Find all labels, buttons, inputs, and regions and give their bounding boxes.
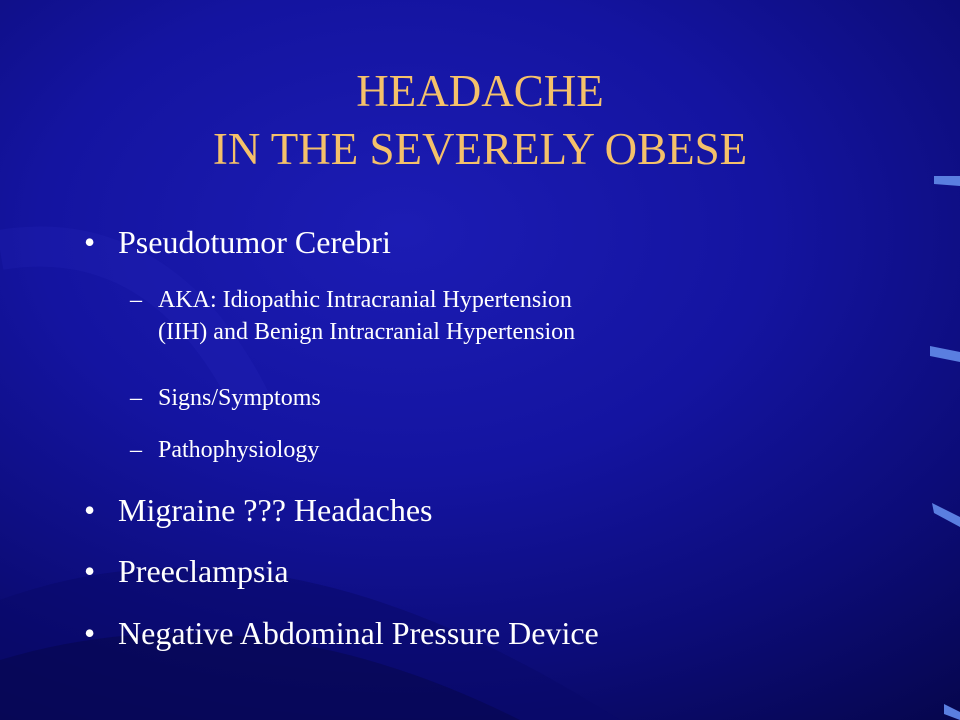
bullet-dot: •	[84, 224, 96, 260]
sub-bullet-dash: –	[130, 287, 142, 313]
bullet-dot: •	[84, 553, 96, 589]
bullet-label: Migraine ??? Headaches	[118, 492, 433, 528]
sub-bullet-label: Signs/Symptoms	[158, 385, 321, 411]
sub-bullet-label: Pathophysiology	[158, 437, 320, 463]
sub-bullet-item	[130, 382, 321, 414]
bullet-label: Preeclampsia	[118, 553, 289, 589]
edge-accent-mark	[934, 176, 960, 186]
bullet-item	[84, 490, 432, 530]
sub-bullet-dash: –	[130, 437, 142, 463]
bullet-item	[84, 613, 599, 653]
bullet-item	[84, 551, 289, 591]
edge-accent-mark	[932, 503, 960, 527]
bullet-dot: •	[84, 615, 96, 651]
edge-accent-mark	[944, 704, 960, 720]
bullet-item	[84, 222, 391, 262]
bullet-label: Pseudotumor Cerebri	[118, 224, 391, 260]
sub-bullet-label: AKA: Idiopathic Intracranial Hypertension	[158, 287, 572, 313]
edge-accent-mark	[930, 346, 960, 362]
sub-bullet-item	[130, 284, 575, 348]
edge-accent-marks	[920, 0, 960, 720]
bullet-dot: •	[84, 492, 96, 528]
title-line-1: HEADACHE	[356, 66, 604, 116]
bullet-label: Negative Abdominal Pressure Device	[118, 615, 599, 651]
sub-bullet-item	[130, 434, 319, 466]
title-line-2: IN THE SEVERELY OBESE	[212, 124, 748, 174]
sub-bullet-dash: –	[130, 385, 142, 411]
sub-bullet-label-continued: (IIH) and Benign Intracranial Hypertension	[158, 319, 576, 345]
